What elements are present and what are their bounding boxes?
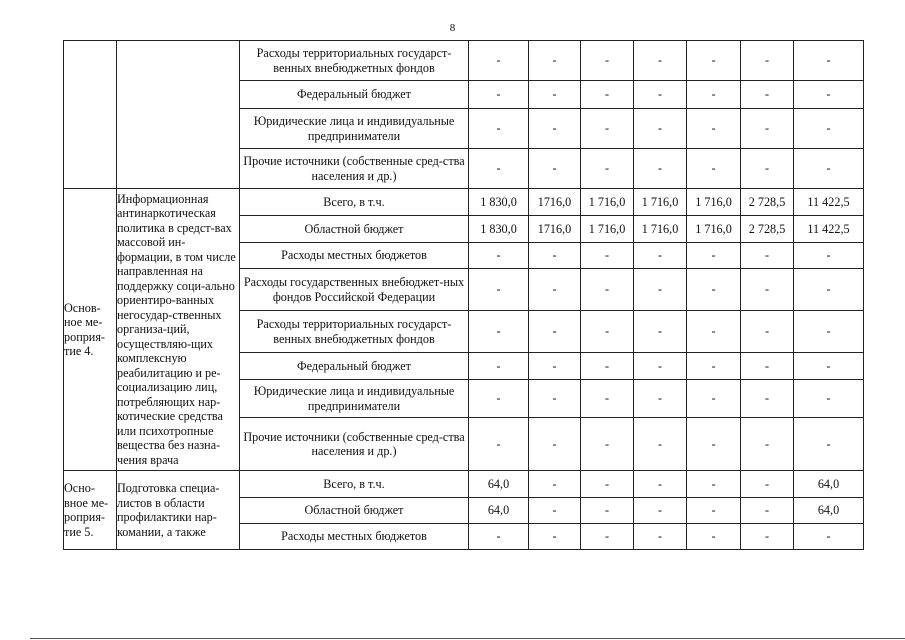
amount-cell: - <box>581 269 634 311</box>
amount-cell: - <box>794 269 864 311</box>
funding-source: Расходы местных бюджетов <box>240 524 469 550</box>
funding-source: Юридические лица и индивидуальные предприниматели <box>240 380 469 418</box>
amount-cell: - <box>581 41 634 81</box>
amount-cell: - <box>687 269 741 311</box>
amount-cell: - <box>529 269 581 311</box>
amount-cell: - <box>581 81 634 109</box>
funding-source: Расходы территориальных государст-венных внебюджетных фондов <box>240 41 469 81</box>
amount-cell: - <box>581 498 634 524</box>
amount-cell: - <box>529 81 581 109</box>
measure-name: Подготовка специа-листов в области профилактики нар-комании, а также <box>117 471 240 550</box>
amount-cell: - <box>581 353 634 380</box>
amount-cell: - <box>581 243 634 269</box>
bottom-rule <box>30 638 905 639</box>
amount-cell: - <box>469 243 529 269</box>
amount-cell: - <box>581 380 634 418</box>
amount-cell: - <box>469 109 529 149</box>
page-number: 8 <box>449 22 456 34</box>
amount-cell: - <box>634 81 687 109</box>
funding-source: Федеральный бюджет <box>240 353 469 380</box>
amount-cell: - <box>741 243 794 269</box>
amount-cell: - <box>741 471 794 498</box>
measure-code: Основ-ное ме-роприя-тие 4. <box>64 189 117 471</box>
amount-cell: 1 716,0 <box>634 189 687 216</box>
amount-cell: 1 716,0 <box>687 189 741 216</box>
amount-cell: - <box>794 81 864 109</box>
amount-cell: 1 716,0 <box>687 216 741 243</box>
funding-source: Всего, в т.ч. <box>240 471 469 498</box>
amount-cell: - <box>794 243 864 269</box>
amount-cell: - <box>794 524 864 550</box>
amount-cell: - <box>634 109 687 149</box>
amount-cell: - <box>529 109 581 149</box>
amount-cell: 2 728,5 <box>741 189 794 216</box>
amount-cell: - <box>794 311 864 353</box>
amount-cell: 1 830,0 <box>469 189 529 216</box>
funding-source: Всего, в т.ч. <box>240 189 469 216</box>
funding-source: Областной бюджет <box>240 216 469 243</box>
amount-cell: - <box>741 498 794 524</box>
amount-cell: - <box>634 311 687 353</box>
amount-cell: - <box>687 81 741 109</box>
amount-cell: - <box>529 524 581 550</box>
amount-cell: - <box>741 353 794 380</box>
funding-source: Расходы территориальных государст-венных внебюджетных фондов <box>240 311 469 353</box>
amount-cell: - <box>741 109 794 149</box>
amount-cell: - <box>469 311 529 353</box>
amount-cell: - <box>741 149 794 189</box>
amount-cell: 1 716,0 <box>634 216 687 243</box>
amount-cell: - <box>687 149 741 189</box>
amount-cell: - <box>581 109 634 149</box>
amount-cell: - <box>794 418 864 471</box>
amount-cell: 64,0 <box>794 471 864 498</box>
amount-cell: - <box>634 269 687 311</box>
funding-source: Прочие источники (собственные сред-ства населения и др.) <box>240 149 469 189</box>
amount-cell: - <box>687 243 741 269</box>
amount-cell: - <box>529 243 581 269</box>
amount-cell: - <box>687 353 741 380</box>
amount-cell: - <box>634 380 687 418</box>
amount-cell: - <box>529 380 581 418</box>
amount-cell: - <box>687 311 741 353</box>
amount-cell: - <box>634 353 687 380</box>
funding-source: Юридические лица и индивидуальные предприниматели <box>240 109 469 149</box>
amount-cell: 64,0 <box>469 471 529 498</box>
measure-code <box>64 41 117 189</box>
amount-cell: - <box>469 269 529 311</box>
funding-source: Прочие источники (собственные сред-ства населения и др.) <box>240 418 469 471</box>
amount-cell: - <box>687 418 741 471</box>
amount-cell: 1 716,0 <box>581 189 634 216</box>
amount-cell: - <box>634 418 687 471</box>
amount-cell: - <box>469 418 529 471</box>
amount-cell: - <box>794 353 864 380</box>
amount-cell: 1 830,0 <box>469 216 529 243</box>
amount-cell: 1716,0 <box>529 189 581 216</box>
amount-cell: - <box>469 81 529 109</box>
table-row <box>64 189 864 216</box>
amount-cell: - <box>469 149 529 189</box>
amount-cell: - <box>794 109 864 149</box>
amount-cell: 64,0 <box>469 498 529 524</box>
amount-cell: - <box>687 524 741 550</box>
amount-cell: - <box>741 311 794 353</box>
budget-table <box>63 40 864 550</box>
amount-cell: - <box>634 149 687 189</box>
amount-cell: - <box>741 380 794 418</box>
amount-cell: - <box>794 380 864 418</box>
amount-cell: - <box>741 418 794 471</box>
amount-cell: - <box>741 81 794 109</box>
amount-cell: 11 422,5 <box>794 216 864 243</box>
amount-cell: - <box>741 269 794 311</box>
table-row <box>64 41 864 81</box>
table-row <box>64 471 864 498</box>
amount-cell: - <box>469 41 529 81</box>
amount-cell: - <box>741 524 794 550</box>
amount-cell: - <box>581 418 634 471</box>
amount-cell: - <box>529 471 581 498</box>
amount-cell: - <box>581 524 634 550</box>
amount-cell: 1716,0 <box>529 216 581 243</box>
amount-cell: - <box>529 418 581 471</box>
funding-source: Расходы местных бюджетов <box>240 243 469 269</box>
amount-cell: - <box>634 524 687 550</box>
measure-name <box>117 41 240 189</box>
amount-cell: - <box>581 471 634 498</box>
funding-source: Расходы государственных внебюджет-ных фондов Российской Федерации <box>240 269 469 311</box>
funding-source: Областной бюджет <box>240 498 469 524</box>
amount-cell: - <box>687 498 741 524</box>
amount-cell: - <box>469 524 529 550</box>
amount-cell: - <box>634 498 687 524</box>
amount-cell: - <box>469 353 529 380</box>
amount-cell: - <box>529 353 581 380</box>
amount-cell: - <box>581 149 634 189</box>
amount-cell: 64,0 <box>794 498 864 524</box>
amount-cell: - <box>634 41 687 81</box>
amount-cell: 11 422,5 <box>794 189 864 216</box>
amount-cell: 1 716,0 <box>581 216 634 243</box>
amount-cell: 2 728,5 <box>741 216 794 243</box>
amount-cell: - <box>529 498 581 524</box>
amount-cell: - <box>794 149 864 189</box>
amount-cell: - <box>581 311 634 353</box>
amount-cell: - <box>469 380 529 418</box>
amount-cell: - <box>529 311 581 353</box>
measure-code: Осно-вное ме-роприя-тие 5. <box>64 471 117 550</box>
amount-cell: - <box>794 41 864 81</box>
amount-cell: - <box>687 109 741 149</box>
amount-cell: - <box>741 41 794 81</box>
funding-source: Федеральный бюджет <box>240 81 469 109</box>
amount-cell: - <box>529 41 581 81</box>
amount-cell: - <box>529 149 581 189</box>
measure-name: Информационная антинаркотическая политика в средст-вах массовой ин-формации, в том числе направленная на поддержку соци-ально ориентиро-ванных негосудар-ственных организа-ций, осуществляю-щих комплексную реабилитацию и ре-социализацию лиц, потребляющих нар-котические средства или психотропные вещества без назна-чения врача <box>117 189 240 471</box>
amount-cell: - <box>634 243 687 269</box>
amount-cell: - <box>687 41 741 81</box>
amount-cell: - <box>687 471 741 498</box>
amount-cell: - <box>634 471 687 498</box>
amount-cell: - <box>687 380 741 418</box>
